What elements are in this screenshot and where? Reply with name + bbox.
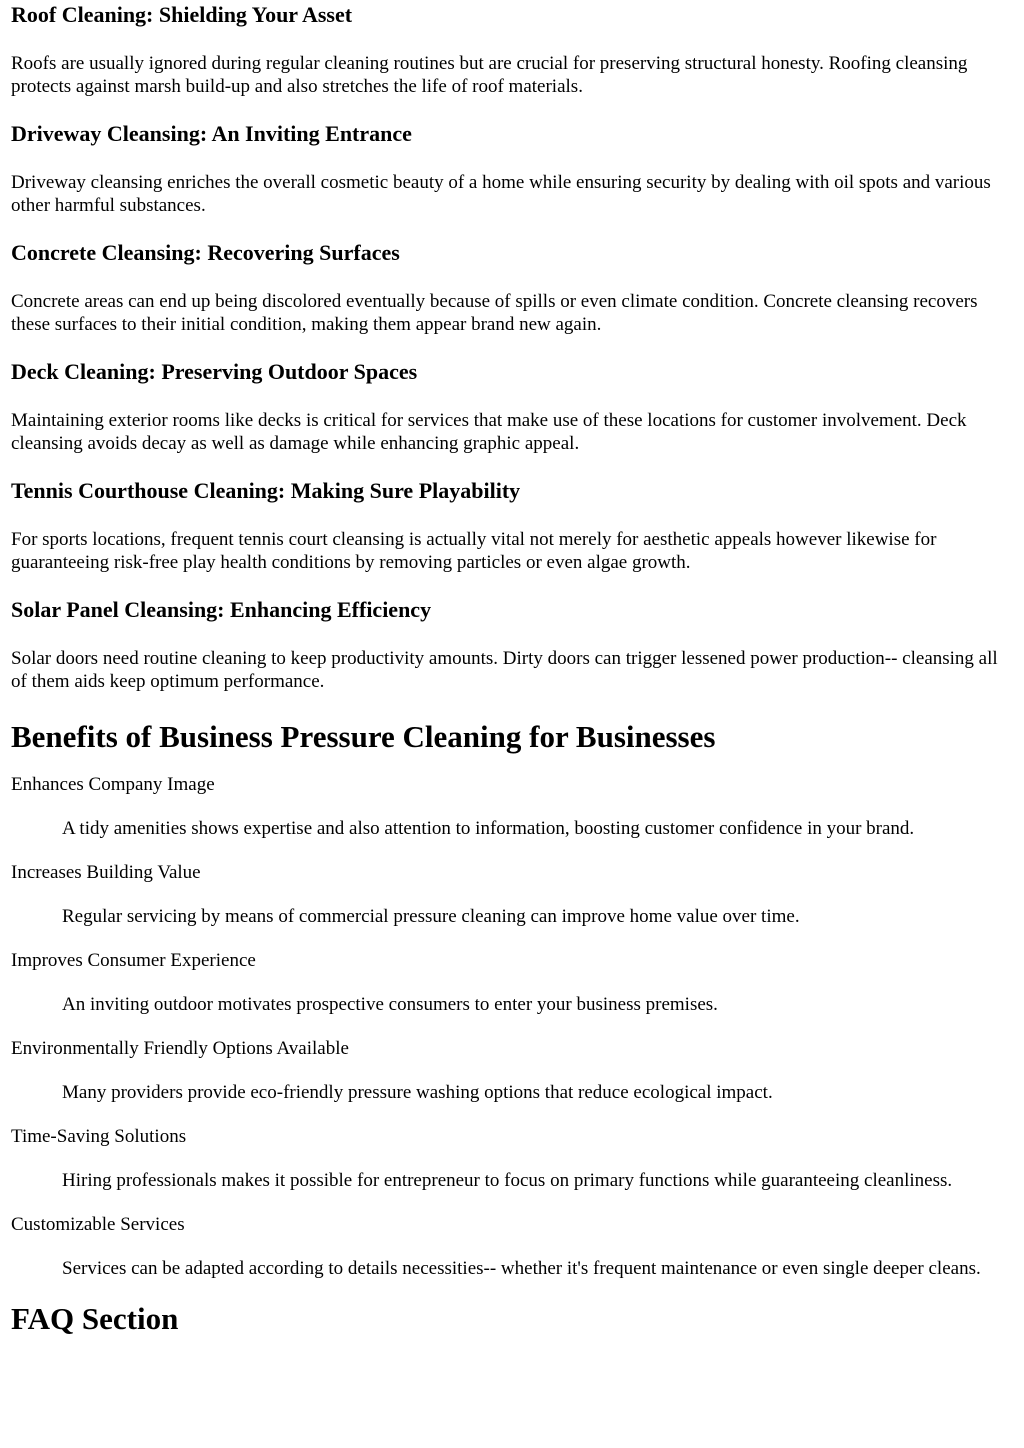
- article-content: [0, 2, 1024, 1337]
- section-heading-deck-cleaning: Deck Cleaning: Preserving Outdoor Spaces: [11, 359, 418, 384]
- benefit-description: Hiring professionals makes it possible for entrepreneur to focus on primary functions while guaranteeing cleanliness.: [62, 1170, 953, 1191]
- benefit-term: Enhances Company Image: [11, 774, 215, 795]
- section-body-driveway-cleansing: Driveway cleansing enriches the overall cosmetic beauty of a home while ensuring security by dealing with oil spots and various other harmful substances.: [11, 172, 991, 216]
- benefit-term: Customizable Services: [11, 1214, 185, 1235]
- section-heading-concrete-cleansing: Concrete Cleansing: Recovering Surfaces: [11, 240, 400, 265]
- benefit-description: Regular servicing by means of commercial pressure cleaning can improve home value over time.: [62, 906, 800, 927]
- benefit-description: An inviting outdoor motivates prospective consumers to enter your business premises.: [62, 994, 718, 1015]
- section-heading-roof-cleaning: Roof Cleaning: Shielding Your Asset: [11, 2, 353, 27]
- benefit-description: A tidy amenities shows expertise and also attention to information, boosting customer confidence in your brand.: [62, 818, 915, 839]
- section-body-tennis-court-cleaning: For sports locations, frequent tennis court cleansing is actually vital not merely for aesthetic appeals however likewise for guaranteeing risk-free play health conditions by removing particles or even algae growth.: [11, 529, 937, 573]
- benefit-description: Services can be adapted according to details necessities-- whether it's frequent maintenance or even single deeper cleans.: [62, 1258, 981, 1279]
- section-heading-driveway-cleansing: Driveway Cleansing: An Inviting Entrance: [11, 121, 412, 146]
- section-body-roof-cleaning: Roofs are usually ignored during regular cleaning routines but are crucial for preserving structural honesty. Roofing cleansing protects against marsh build-up and also stretches the life of roof materials.: [11, 53, 968, 97]
- benefits-heading: Benefits of Business Pressure Cleaning for Businesses: [11, 719, 716, 754]
- benefit-description: Many providers provide eco-friendly pressure washing options that reduce ecological impact.: [62, 1082, 773, 1103]
- benefits-list: [11, 773, 1013, 1280]
- section-heading-solar-panel-cleansing: Solar Panel Cleansing: Enhancing Efficiency: [11, 597, 432, 622]
- section-body-deck-cleaning: Maintaining exterior rooms like decks is critical for services that make use of these locations for customer involvement. Deck cleansing avoids decay as well as damage while enhancing graphic appeal.: [11, 410, 967, 454]
- benefit-term: Increases Building Value: [11, 862, 201, 883]
- benefit-term: Improves Consumer Experience: [11, 950, 256, 971]
- section-heading-tennis-court-cleaning: Tennis Courthouse Cleaning: Making Sure Playability: [11, 478, 521, 503]
- benefit-term: Environmentally Friendly Options Available: [11, 1038, 349, 1059]
- section-body-solar-panel-cleansing: Solar doors need routine cleaning to keep productivity amounts. Dirty doors can trigger lessened power production-- cleansing all of them aids keep optimum performance.: [11, 648, 998, 692]
- section-body-concrete-cleansing: Concrete areas can end up being discolored eventually because of spills or even climate condition. Concrete cleansing recovers these surfaces to their initial condition, making them appear brand new again.: [11, 291, 978, 335]
- benefit-term: Time-Saving Solutions: [11, 1126, 187, 1147]
- faq-heading: FAQ Section: [11, 1301, 179, 1336]
